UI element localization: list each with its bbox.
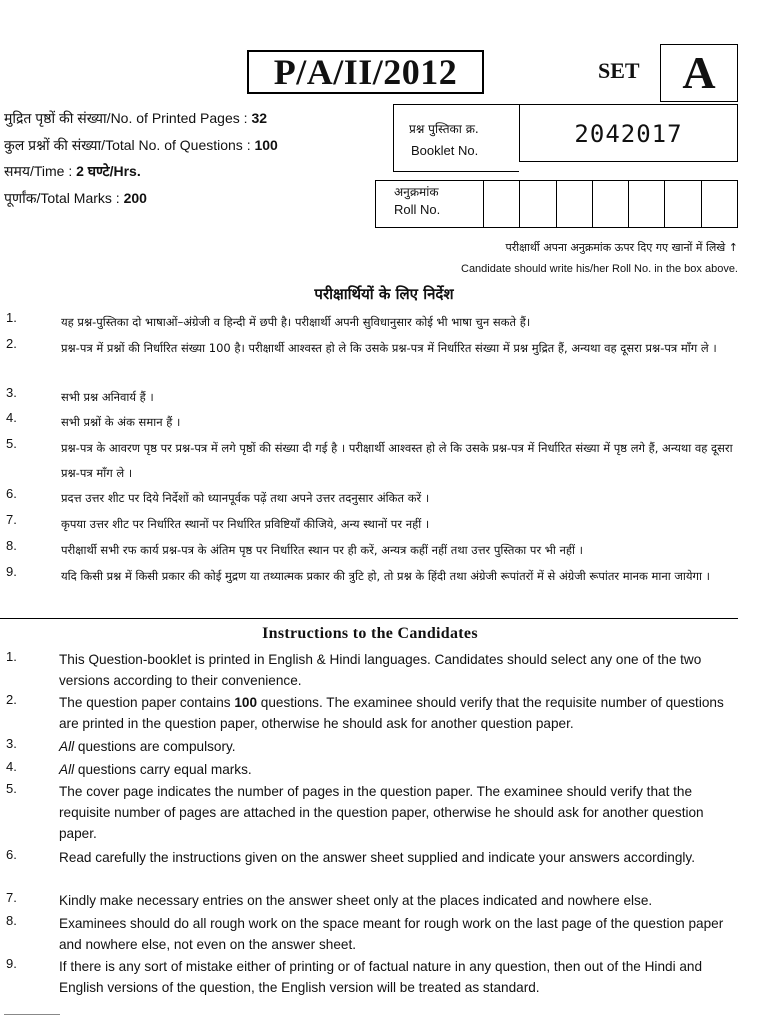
roll-digit-cell[interactable]: [593, 181, 629, 227]
roll-digit-cell[interactable]: [665, 181, 701, 227]
roll-note: Candidate should write his/her Roll No. in the box above.: [461, 263, 738, 275]
booklet-number: 2042017: [574, 120, 683, 148]
roll-digit-cell[interactable]: [629, 181, 665, 227]
total-questions: कुल प्रश्नों की संख्या/Total No. of Questions : 100: [4, 137, 278, 153]
paper-code: P/A/II/2012: [247, 50, 484, 94]
roll-digit-cell[interactable]: [520, 181, 556, 227]
time: समय/Time : 2 घण्टे/Hrs.: [4, 163, 141, 179]
roll-digit-cell[interactable]: [702, 181, 737, 227]
booklet-label-box: [393, 104, 519, 172]
booklet-label: Booklet No.: [411, 143, 479, 158]
footer-rule: [4, 1014, 60, 1015]
hindi-instructions-heading: परीक्षार्थियों के लिए निर्देश: [314, 285, 454, 303]
english-instructions-heading: Instructions to the Candidates: [262, 625, 478, 642]
roll-number-box: [375, 180, 738, 228]
set-value: A: [660, 44, 738, 102]
printed-pages: मुद्रित पृष्ठों की संख्या/No. of Printed Pages : 32: [4, 110, 268, 126]
total-marks: पूर्णांक/Total Marks : 200: [4, 190, 147, 206]
roll-digit-cell[interactable]: [557, 181, 593, 227]
booklet-label-hindi: प्रश्न पुस्तिका क्र.: [409, 122, 479, 136]
set-label: SET: [598, 58, 640, 83]
section-divider: [0, 618, 738, 619]
roll-digit-cell[interactable]: [484, 181, 520, 227]
roll-note-hindi: परीक्षार्थी अपना अनुक्रमांक ऊपर दिए गए खानों में लिखे ↑: [505, 241, 738, 254]
roll-label: अनुक्रमांक Roll No.: [376, 181, 484, 227]
